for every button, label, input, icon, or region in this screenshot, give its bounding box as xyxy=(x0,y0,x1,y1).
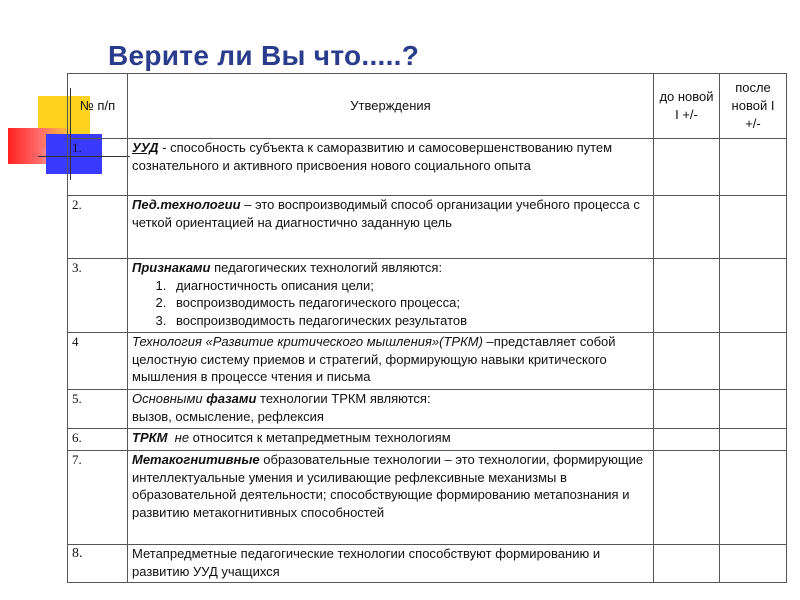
statement-cell xyxy=(128,259,654,333)
statement-cell xyxy=(128,139,654,196)
header-after: после новой I +/- xyxy=(720,74,787,139)
statement-term: Технология «Развитие критического мышления»(ТРКМ) xyxy=(132,334,483,349)
statement-text: относится к метапредметным технологиям xyxy=(189,430,451,445)
answer-before-cell[interactable] xyxy=(654,545,720,583)
statement-line2: вызов, осмысление, рефлексия xyxy=(132,408,324,424)
answer-before-cell[interactable] xyxy=(654,451,720,545)
answer-after-cell[interactable] xyxy=(720,259,787,333)
answer-before-cell[interactable] xyxy=(654,139,720,196)
answer-before-cell[interactable] xyxy=(654,333,720,390)
statements-table xyxy=(67,73,787,583)
answer-after-cell[interactable] xyxy=(720,451,787,545)
row-number: 6. xyxy=(68,429,128,451)
statement-cell xyxy=(128,390,654,429)
table-row xyxy=(68,259,787,333)
table-header-row xyxy=(68,74,787,139)
header-statement: Утверждения xyxy=(128,74,654,139)
table-row xyxy=(68,429,787,451)
statement-cell xyxy=(128,429,654,451)
row-number: 2. xyxy=(68,196,128,259)
statement-term: Метакогнитивные xyxy=(132,452,260,467)
answer-after-cell[interactable] xyxy=(720,429,787,451)
answer-before-cell[interactable] xyxy=(654,196,720,259)
statement-term: УУД xyxy=(132,140,159,155)
answer-after-cell[interactable] xyxy=(720,196,787,259)
statement-cell xyxy=(128,196,654,259)
statement-term: ТРКМ xyxy=(132,430,168,445)
row-number: 7. xyxy=(68,451,128,545)
answer-after-cell[interactable] xyxy=(720,545,787,583)
statement-cell xyxy=(128,333,654,390)
statement-pre: Основными xyxy=(132,391,207,406)
list-item: 2. воспроизводимость педагогического процесса; xyxy=(170,294,649,312)
table-row xyxy=(68,545,787,583)
criteria-list xyxy=(132,277,649,330)
statement-term: Пед.технологии xyxy=(132,197,241,212)
table-row xyxy=(68,390,787,429)
table-row xyxy=(68,451,787,545)
statement-text: педагогических технологий являются: xyxy=(210,260,443,275)
header-before: до новой I +/- xyxy=(654,74,720,139)
header-num: № п/п xyxy=(68,74,128,139)
statement-text: образовательные технологии – это технологии, формирующие интеллектуальные умения и усиливающие рефлексивные механизмы в образовательной деятельности; способствующие формированию метапознания и развитию метакогнитивных способностей xyxy=(132,452,644,520)
statement-text: – это воспроизводимый способ организации учебного процесса с четкой ориентацией на диагностично заданную цель xyxy=(132,197,640,230)
answer-before-cell[interactable] xyxy=(654,429,720,451)
statement-negation: не xyxy=(167,430,190,445)
statement-cell xyxy=(128,545,654,583)
statement-text: - способность субъекта к саморазвитию и самосовершенствованию путем сознательного и активного присвоения нового социального опыта xyxy=(132,140,613,173)
statement-text: технологии ТРКМ являются: xyxy=(256,391,431,406)
list-item: 3. воспроизводимость педагогических результатов xyxy=(170,312,649,330)
statement-term: фазами xyxy=(206,391,257,406)
answer-before-cell[interactable] xyxy=(654,390,720,429)
list-item: 1. диагностичность описания цели; xyxy=(170,277,649,295)
statement-text: Метапредметные педагогические технологии способствуют формированию и развитию УУД учащихся xyxy=(132,546,601,579)
answer-after-cell[interactable] xyxy=(720,139,787,196)
row-number: 4 xyxy=(68,333,128,390)
statement-cell xyxy=(128,451,654,545)
statement-term: Признаками xyxy=(132,260,211,275)
row-number: 1. xyxy=(68,139,128,196)
row-number: 5. xyxy=(68,390,128,429)
table-row xyxy=(68,333,787,390)
answer-after-cell[interactable] xyxy=(720,333,787,390)
answer-after-cell[interactable] xyxy=(720,390,787,429)
slide-title: Верите ли Вы что.....? xyxy=(108,40,420,71)
table-row xyxy=(68,139,787,196)
row-number: 8. xyxy=(68,545,128,583)
answer-before-cell[interactable] xyxy=(654,259,720,333)
table-row xyxy=(68,196,787,259)
row-number: 3. xyxy=(68,259,128,333)
statement-text: –представляет собой целостную систему приемов и стратегий, формирующую навыки критического мышления в процессе чтения и письма xyxy=(132,334,616,384)
